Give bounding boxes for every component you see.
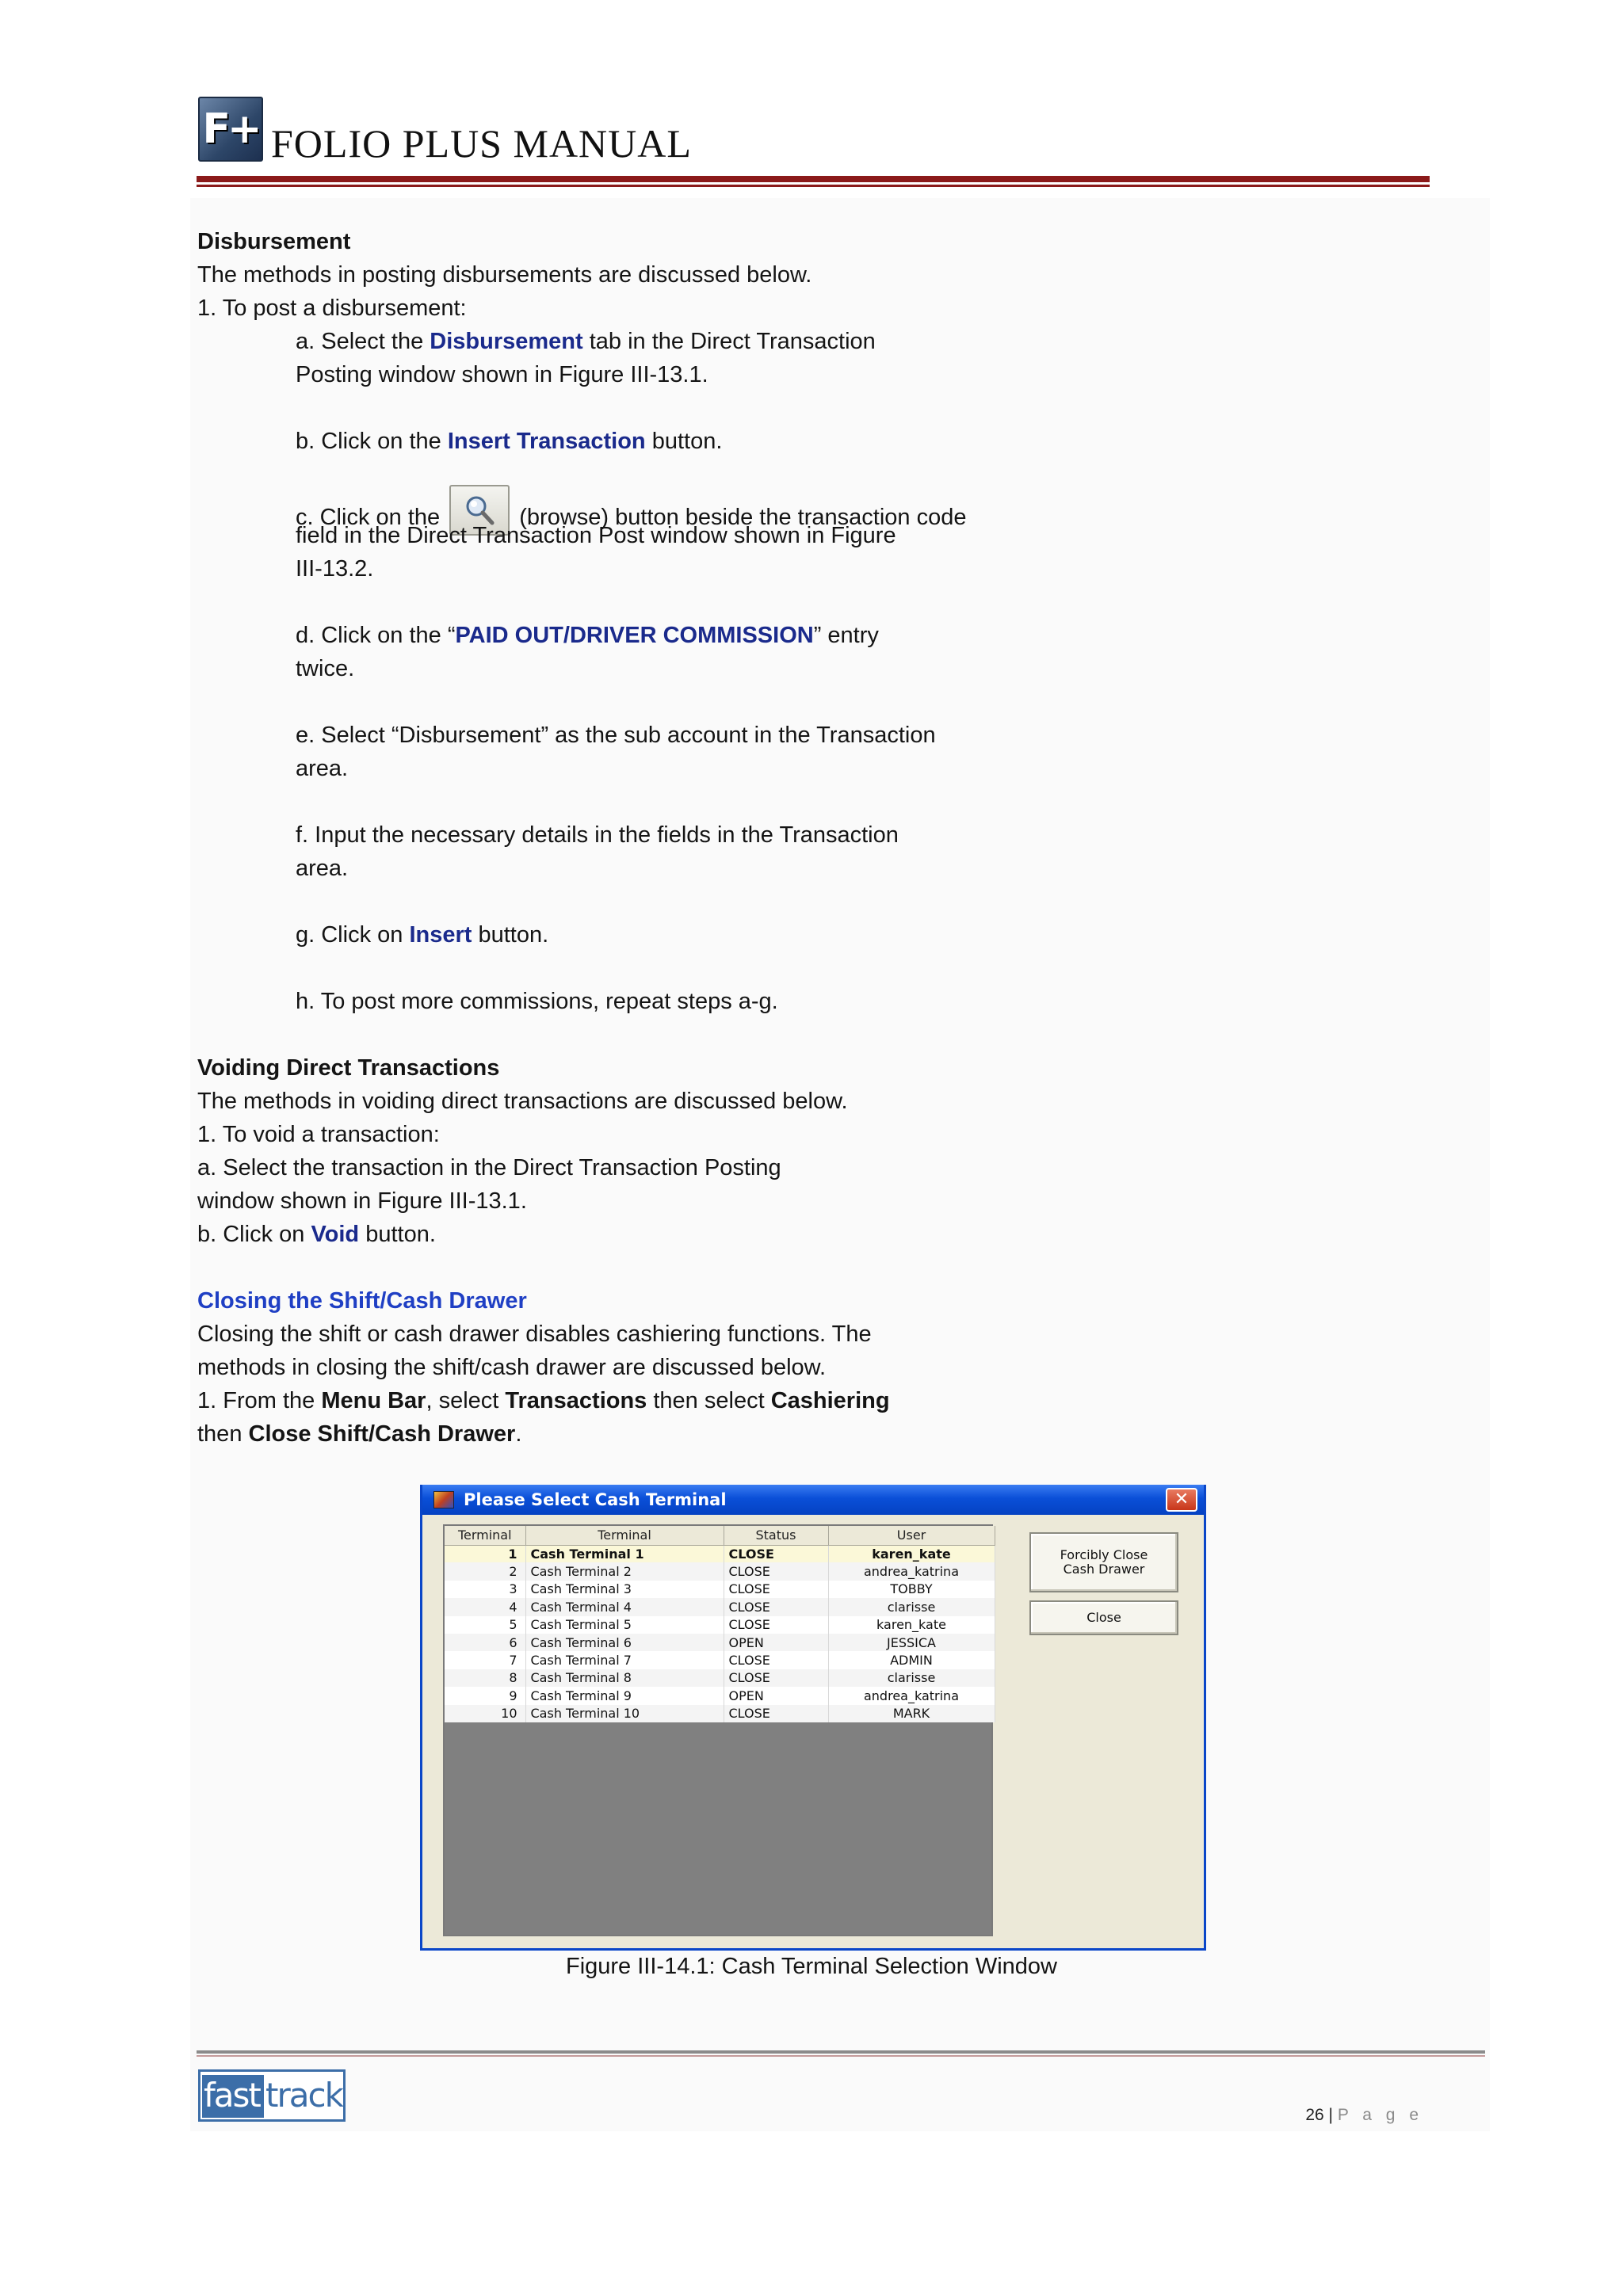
table-row[interactable] <box>445 1562 995 1580</box>
closing-step-text: then select <box>647 1388 771 1413</box>
disbursement-step-h: h. To post more commissions, repeat steps a-g. <box>296 989 778 1014</box>
closing-intro: Closing the shift or cash drawer disables cashiering functions. The <box>197 1322 872 1347</box>
logo-text: F+ <box>202 105 259 153</box>
terminal-name: Cash Terminal 9 <box>525 1687 724 1704</box>
grid-header-row <box>445 1526 995 1545</box>
transactions-keyword: Transactions <box>505 1388 647 1413</box>
insert-keyword: Insert <box>409 922 472 948</box>
column-header[interactable]: Terminal <box>525 1526 724 1545</box>
terminal-number: 9 <box>445 1687 525 1704</box>
terminal-status: CLOSE <box>724 1581 828 1598</box>
page-number-value: 26 <box>1305 2106 1324 2124</box>
voiding-step-a: a. Select the transaction in the Direct Transaction Posting <box>197 1155 781 1180</box>
disbursement-heading: Disbursement <box>197 229 351 254</box>
fasttrack-logo <box>198 2069 346 2122</box>
terminal-user: ADMIN <box>828 1651 995 1669</box>
terminal-user: clarisse <box>828 1598 995 1615</box>
step-c-text-post: (browse) button beside the transaction code <box>513 505 967 530</box>
page-number <box>1305 2104 1423 2126</box>
logo-track: track <box>265 2076 342 2115</box>
table-row[interactable] <box>445 1616 995 1634</box>
forcibly-close-button[interactable] <box>1029 1532 1178 1592</box>
disbursement-step-e: e. Select “Disbursement” as the sub account in the Transaction <box>296 723 936 748</box>
logo-fast: fast <box>202 2075 264 2118</box>
disbursement-step-c-line3: III-13.2. <box>296 556 374 582</box>
column-header[interactable]: Status <box>724 1526 828 1545</box>
manual-title: FOLIO PLUS MANUAL <box>271 121 692 166</box>
close-shift-keyword: Close Shift/Cash Drawer <box>248 1421 516 1447</box>
terminal-status: CLOSE <box>724 1598 828 1615</box>
terminal-number: 2 <box>445 1562 525 1580</box>
disbursement-step-d <box>296 620 879 651</box>
disbursement-tab-keyword: Disbursement <box>430 329 583 354</box>
terminal-number: 10 <box>445 1705 525 1722</box>
terminal-user: karen_kate <box>828 1545 995 1562</box>
voiding-step-b-text: b. Click on <box>197 1222 311 1247</box>
closing-step-text: then <box>197 1421 249 1447</box>
closing-step-text: . <box>515 1421 522 1447</box>
terminal-name: Cash Terminal 7 <box>525 1651 724 1669</box>
terminal-status: CLOSE <box>724 1616 828 1634</box>
voiding-step-b <box>197 1219 436 1250</box>
terminal-number: 7 <box>445 1651 525 1669</box>
disbursement-step-a-line2: Posting window shown in Figure III-13.1. <box>296 362 708 387</box>
terminal-number: 8 <box>445 1669 525 1687</box>
disbursement-step-c-line2: field in the Direct Transaction Post window shown in Figure <box>296 523 896 548</box>
step-d-text-post: ” entry <box>813 623 879 648</box>
disbursement-step-f: f. Input the necessary details in the fields in the Transaction <box>296 822 899 848</box>
step-b-text-post: button. <box>645 429 723 454</box>
forcibly-close-label: Forcibly Close <box>1060 1547 1148 1562</box>
forcibly-close-label-line2: Cash Drawer <box>1063 1562 1145 1577</box>
terminal-user: karen_kate <box>828 1616 995 1634</box>
disbursement-step-a <box>296 326 876 357</box>
disbursement-step-d-line2: twice. <box>296 656 355 681</box>
terminal-status: OPEN <box>724 1634 828 1651</box>
disbursement-step-f-line2: area. <box>296 856 349 881</box>
voiding-step-1: 1. To void a transaction: <box>197 1122 440 1147</box>
terminal-number: 5 <box>445 1616 525 1634</box>
step-b-text: b. Click on the <box>296 429 448 454</box>
cashiering-keyword: Cashiering <box>770 1388 890 1413</box>
header-rule-thin <box>197 185 1430 187</box>
terminal-name: Cash Terminal 6 <box>525 1634 724 1651</box>
closing-step-text: , select <box>426 1388 506 1413</box>
closing-heading: Closing the Shift/Cash Drawer <box>197 1288 527 1314</box>
menu-bar-keyword: Menu Bar <box>321 1388 426 1413</box>
table-row[interactable] <box>445 1705 995 1722</box>
dialog-title: Please Select Cash Terminal <box>464 1490 727 1509</box>
disbursement-intro: The methods in posting disbursements are discussed below. <box>197 262 812 288</box>
terminal-number: 1 <box>445 1545 525 1562</box>
voiding-heading: Voiding Direct Transactions <box>197 1055 500 1081</box>
terminal-name: Cash Terminal 8 <box>525 1669 724 1687</box>
footer-rule <box>197 2050 1485 2054</box>
step-d-text: d. Click on the “ <box>296 623 456 648</box>
disbursement-step-e-line2: area. <box>296 756 349 781</box>
close-button[interactable]: Close <box>1029 1600 1178 1635</box>
table-row[interactable] <box>445 1581 995 1598</box>
step-a-text: a. Select the <box>296 329 430 354</box>
step-a-text-post: tab in the Direct Transaction <box>582 329 876 354</box>
terminal-name: Cash Terminal 5 <box>525 1616 724 1634</box>
table-row[interactable] <box>445 1598 995 1615</box>
header-rule <box>197 176 1430 182</box>
terminal-status: OPEN <box>724 1687 828 1704</box>
close-icon[interactable]: ✕ <box>1166 1488 1197 1512</box>
cash-terminal-dialog <box>420 1485 1206 1951</box>
table-row[interactable] <box>445 1669 995 1687</box>
terminal-number: 6 <box>445 1634 525 1651</box>
terminal-number: 4 <box>445 1598 525 1615</box>
figure-caption: Figure III-14.1: Cash Terminal Selection Window <box>565 1954 1058 1979</box>
paid-out-keyword: PAID OUT/DRIVER COMMISSION <box>455 623 814 648</box>
step-g-text: g. Click on <box>296 922 410 948</box>
table-row[interactable] <box>445 1634 995 1651</box>
table-row[interactable] <box>445 1545 995 1562</box>
disbursement-step-1: 1. To post a disbursement: <box>197 296 467 321</box>
terminal-user: andrea_katrina <box>828 1687 995 1704</box>
terminal-status: CLOSE <box>724 1651 828 1669</box>
terminal-grid <box>443 1524 993 1936</box>
step-c-text: c. Click on the <box>296 505 447 530</box>
table-row[interactable] <box>445 1651 995 1669</box>
closing-intro-line2: methods in closing the shift/cash drawer are discussed below. <box>197 1355 827 1380</box>
terminal-name: Cash Terminal 1 <box>525 1545 724 1562</box>
app-icon <box>433 1491 454 1508</box>
terminal-status: CLOSE <box>724 1705 828 1722</box>
terminal-user: TOBBY <box>828 1581 995 1598</box>
terminal-status: CLOSE <box>724 1545 828 1562</box>
insert-transaction-keyword: Insert Transaction <box>447 429 646 454</box>
void-keyword: Void <box>311 1222 360 1247</box>
terminal-name: Cash Terminal 2 <box>525 1562 724 1580</box>
closing-step-text: 1. From the <box>197 1388 322 1413</box>
page-separator: | <box>1323 2106 1338 2124</box>
column-header[interactable]: User <box>828 1526 995 1545</box>
terminal-status: CLOSE <box>724 1562 828 1580</box>
terminal-name: Cash Terminal 4 <box>525 1598 724 1615</box>
terminal-user: andrea_katrina <box>828 1562 995 1580</box>
step-g-text-post: button. <box>472 922 549 948</box>
folio-plus-logo <box>198 97 263 162</box>
terminal-number: 3 <box>445 1581 525 1598</box>
dialog-title-bar <box>422 1485 1204 1515</box>
terminal-status: CLOSE <box>724 1669 828 1687</box>
terminal-name: Cash Terminal 10 <box>525 1705 724 1722</box>
disbursement-step-g <box>296 919 548 951</box>
closing-step-1-line2 <box>197 1418 521 1450</box>
terminal-user: MARK <box>828 1705 995 1722</box>
page-word: P a g e <box>1337 2106 1423 2124</box>
closing-step-1 <box>197 1385 890 1417</box>
disbursement-step-b <box>296 425 722 457</box>
table-row[interactable] <box>445 1687 995 1704</box>
terminal-name: Cash Terminal 3 <box>525 1581 724 1598</box>
column-header[interactable]: Terminal <box>445 1526 525 1545</box>
voiding-step-b-text-post: button. <box>359 1222 436 1247</box>
terminal-user: clarisse <box>828 1669 995 1687</box>
footer-rule-thin <box>197 2055 1485 2057</box>
voiding-intro: The methods in voiding direct transactions are discussed below. <box>197 1089 848 1114</box>
terminal-user: JESSICA <box>828 1634 995 1651</box>
voiding-step-a-line2: window shown in Figure III-13.1. <box>197 1188 527 1214</box>
